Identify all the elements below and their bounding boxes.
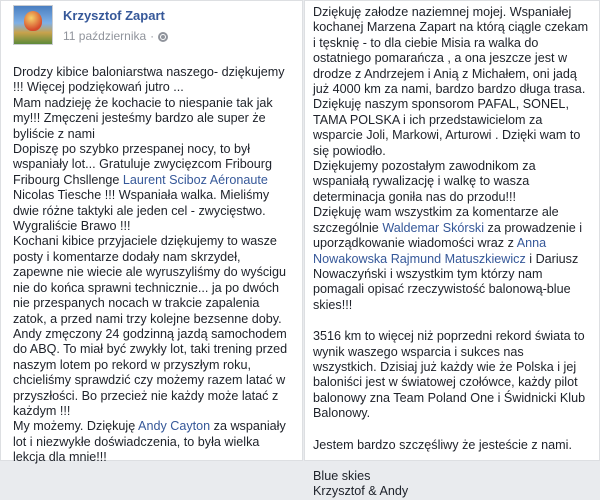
paragraph-text: Dziękuję wam wszystkim za komentarze ale szczególnie	[313, 205, 559, 235]
paragraph-text: i Dariusz Nowaczyński i wszystkim tym którzy nam pomagali opisać rzeczywistość balonową-blue skies!!!	[313, 251, 579, 312]
spacer	[313, 422, 589, 438]
balloon-icon	[24, 11, 42, 31]
paragraph: Kochani kibice przyjaciele dziękujemy to wasze posty i komentarze dodały nam skrzydeł, zapewne nie wiecie ale wyruszyliśmy do wyścigu nie do końca sprawni technicznie... ja po dwóch nie przespanych nocach w trakcie zapalenia zatok, a przed nami trzy kolejne bezsenne doby.	[13, 234, 286, 326]
globe-icon[interactable]	[158, 32, 168, 42]
mention-waldemar-skorski[interactable]: Waldemar Skórski	[382, 220, 485, 235]
avatar[interactable]	[13, 5, 53, 45]
paragraph: Dziękujemy pozostałym zawodnikom za wspaniałą rywalizację i walkę to wasza determinacja goniła nas do przodu!!!	[313, 159, 536, 204]
post-header	[13, 1, 294, 51]
spacer	[313, 313, 589, 329]
paragraph: Blue skies	[313, 468, 371, 483]
paragraph: Drodzy kibice baloniarstwa naszego- dziękujemy !!! Więcej podziękowań jutro ...	[13, 65, 285, 95]
paragraph: 3516 km to więcej niż poprzedni rekord świata to wynik waszego wsparcia i sukces nas wszystkich. Dzisiaj już każdy wie że Polska i jej baloniści jest w światowej czołówce, każdy pilot balonowy zna Team Poland One i Świdnicki Klub Balonowy.	[313, 329, 586, 421]
paragraph: Mam nadzieję że kochacie to niespanie tak jak my!!! Zmęczeni jesteśmy bardzo ale super że byliście z nami	[13, 95, 273, 141]
post-date[interactable]: 11 października	[63, 29, 147, 43]
post-body-right	[313, 5, 589, 500]
paragraph	[13, 142, 294, 188]
paragraph	[13, 419, 294, 465]
paragraph-text: za wspaniały lot i niezwykłe doświadczenia, to była wielka lekcja dla mnie!!!	[13, 419, 286, 465]
paragraph: Andy zmęczony 24 godzinną jazdą samochodem do ABQ. To miał być zwykły lot, taki trening przed naszym lotem po rekord w przyszłym roku, chcieliśmy sprawdzić czy możemy razem latać w przyszłości. Bo przecież nie każdy może latać z każdym !!!	[13, 326, 288, 418]
paragraph: Nicolas Tiesche !!! Wspaniała walka. Mieliśmy dwie różne taktyki ale jeden cel - zwycięstwo. Wygraliście Brawo !!!	[13, 188, 270, 234]
mention-anna-rajmund[interactable]: Anna Nowakowska Rajmund Matuszkiewicz	[313, 236, 547, 266]
author-name[interactable]: Krzysztof Zapart	[63, 8, 165, 23]
paragraph-text: My możemy. Dziękuję	[13, 419, 136, 434]
post-left-column	[0, 0, 303, 465]
paragraph: Jestem bardzo szczęśliwy że jesteście z nami.	[313, 437, 572, 452]
paragraph-text: Dopiszę po szybko przespanej nocy, to był wspaniały lot... Gratuluje zwycięzcom Fribourg Fribourg Chsllenge	[13, 142, 272, 187]
post-meta	[63, 29, 168, 44]
post-right-column	[304, 0, 600, 499]
paragraph: Krzysztof & Andy	[313, 484, 409, 499]
spacer	[313, 453, 589, 469]
mention-andy-cayton[interactable]: Andy Cayton	[138, 419, 211, 434]
meta-separator: ·	[150, 29, 155, 43]
mention-laurent-sciboz[interactable]: Laurent Sciboz Aéronaute	[122, 172, 268, 187]
paragraph-text: za prowadzenie i uporządkowanie wiadomości wraz z	[313, 220, 583, 251]
paragraph	[313, 205, 589, 313]
post-body-left	[13, 65, 294, 466]
paragraph: Dziękuję naszym sponsorom PAFAL, SONEL, TAMA POLSKA i ich przedstawicielom za wsparcie Joli, Markowi, Arturowi . Dzięki wam to się powiodło.	[313, 97, 581, 158]
paragraph: Dziękuję załodze naziemnej mojej. Wspaniałej kochanej Marzena Zapart na którą ciągle czekam i tęsknię - to dla ciebie Misia ra walka do ostatniego pomarańcza , a ona jeszcze jest w drodze z Andrzejem i Anią z Michałem, oni jadą już 4000 km za nami, bardzo bardzo długa trasa.	[313, 5, 589, 97]
